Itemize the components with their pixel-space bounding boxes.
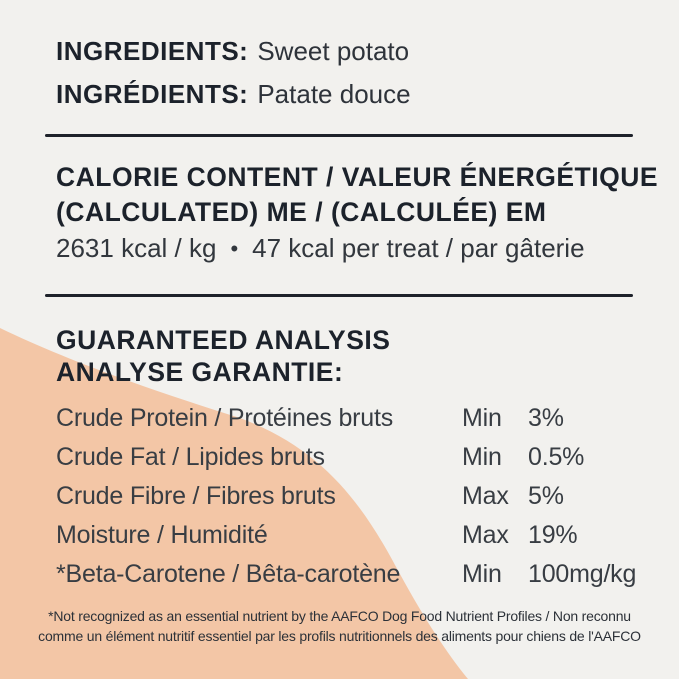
row-value: 5% — [528, 482, 564, 510]
guaranteed-analysis-heading-en: GUARANTEED ANALYSIS — [56, 325, 391, 355]
row-label: *Beta-Carotene / Bêta-carotène — [56, 560, 401, 588]
guaranteed-analysis-heading-fr: ANALYSE GARANTIE: — [56, 357, 344, 387]
row-label: Crude Fibre / Fibres bruts — [56, 482, 336, 510]
table-row — [56, 560, 679, 594]
row-value: 100mg/kg — [528, 560, 637, 588]
calorie-values-line — [56, 234, 585, 264]
footnote-line1: *Not recognized as an essential nutrient by the AAFCO Dog Food Nutrient Profiles / Non reconnu — [48, 608, 631, 624]
footnote-line2: comme un élément nutritif essentiel par les profils nutritionnels des aliments pour chiens de l'AAFCO — [38, 627, 641, 644]
row-qualifier: Max — [462, 521, 509, 549]
row-qualifier: Max — [462, 482, 509, 510]
table-row — [56, 482, 679, 516]
ingredients-line-fr — [56, 80, 411, 110]
divider-middle — [45, 294, 633, 297]
ingredients-label-fr: INGRÉDIENTS: — [56, 79, 249, 109]
row-value: 3% — [528, 404, 564, 432]
row-qualifier: Min — [462, 443, 502, 471]
ingredients-value-en: Sweet potato — [257, 36, 410, 66]
bullet-separator: • — [230, 236, 239, 261]
table-row — [56, 443, 679, 477]
row-value: 0.5% — [528, 443, 585, 471]
row-value: 19% — [528, 521, 578, 549]
ingredients-label-en: INGREDIENTS: — [56, 36, 249, 66]
ingredients-value-fr: Patate douce — [257, 79, 411, 109]
ingredients-line-en — [56, 37, 409, 67]
aafco-footnote — [34, 607, 645, 646]
row-label: Moisture / Humidité — [56, 521, 268, 549]
divider-top — [45, 134, 633, 137]
table-row — [56, 521, 679, 555]
row-label: Crude Protein / Protéines bruts — [56, 404, 394, 432]
kcal-per-treat: 47 kcal per treat / par gâterie — [252, 233, 585, 263]
table-row — [56, 404, 679, 438]
row-qualifier: Min — [462, 560, 502, 588]
calorie-heading-line1: CALORIE CONTENT / VALEUR ÉNERGÉTIQUE — [56, 162, 659, 192]
row-qualifier: Min — [462, 404, 502, 432]
calorie-heading-line2: (CALCULATED) ME / (CALCULÉE) EM — [56, 197, 547, 227]
kcal-per-kg: 2631 kcal / kg — [56, 233, 217, 263]
row-label: Crude Fat / Lipides bruts — [56, 443, 325, 471]
